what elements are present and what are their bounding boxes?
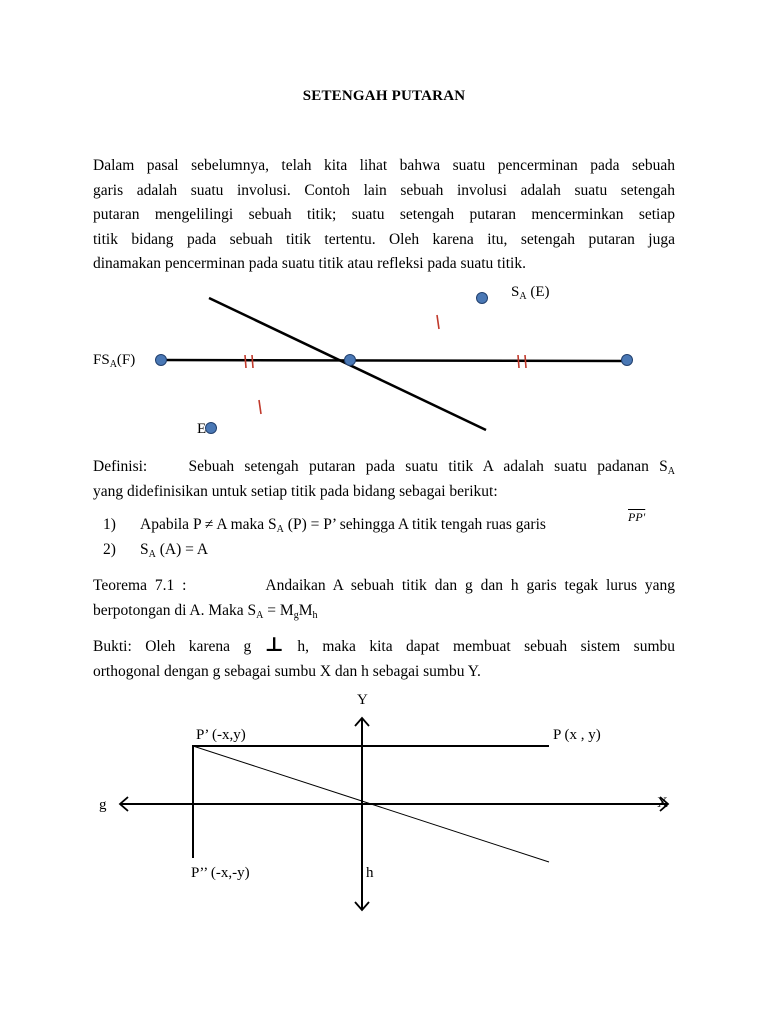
intro-line: titik bidang pada sebuah titik tertentu. Oleh karena itu, setengah putaran juga: [93, 230, 675, 248]
definition-line: Definisi: Sebuah setengah putaran pada suatu titik A adalah suatu padanan $S_A$: [93, 458, 675, 477]
label-h: h: [366, 865, 374, 881]
label-fsa-f: $FS_A(F)$: [93, 352, 136, 370]
intro-line: Dalam pasal sebelumnya, telah kita lihat bahwa suatu pencerminan pada sebuah: [93, 157, 675, 174]
proof-line: orthogonal dengan g sebagai sumbu X dan h sebagai sumbu Y.: [93, 662, 481, 680]
segment-pp-prime: PP': [628, 510, 646, 524]
label-sa-e: $S_A$ (E): [511, 284, 550, 302]
proof-line: Bukti: Oleh karena g ⊥ h, maka kita dapat membuat sebuah sistem sumbu: [93, 634, 675, 656]
intro-line: garis adalah suatu involusi. Contoh lain sebuah involusi adalah suatu setengah: [93, 181, 675, 199]
label-p-prime: P’ (-x,y): [196, 727, 246, 743]
label-e: E: [197, 421, 207, 437]
label-p-double-prime: P’’ (-x,-y): [191, 865, 250, 881]
label-x-axis: X: [657, 795, 668, 811]
definition-line: yang didefinisikan untuk setiap titik pada bidang sebagai berikut:: [93, 482, 498, 500]
list-item: 2) $S_A$ (A) = A: [103, 541, 209, 560]
theorem-line: Teorema 7.1 : Andaikan A sebuah titik dan g dan h garis tegak lurus yang: [93, 577, 676, 594]
intro-line: dinamakan pencerminan pada suatu titik atau refleksi pada suatu titik.: [93, 255, 526, 272]
page-title: SETENGAH PUTARAN: [302, 88, 466, 104]
label-p: P (x , y): [553, 727, 601, 743]
intro-line: putaran mengelilingi sebuah titik; suatu setengah putaran mencerminkan setiap: [93, 206, 675, 223]
label-g: g: [99, 797, 107, 813]
list-item: 1) Apabila P ≠ A maka $S_A$ (P) = P’ sehingga A titik tengah ruas garis: [103, 516, 546, 535]
label-y-axis: Y: [357, 692, 368, 708]
theorem-line: berpotongan di A. Maka $S_A = M_gM_h$: [93, 601, 318, 621]
